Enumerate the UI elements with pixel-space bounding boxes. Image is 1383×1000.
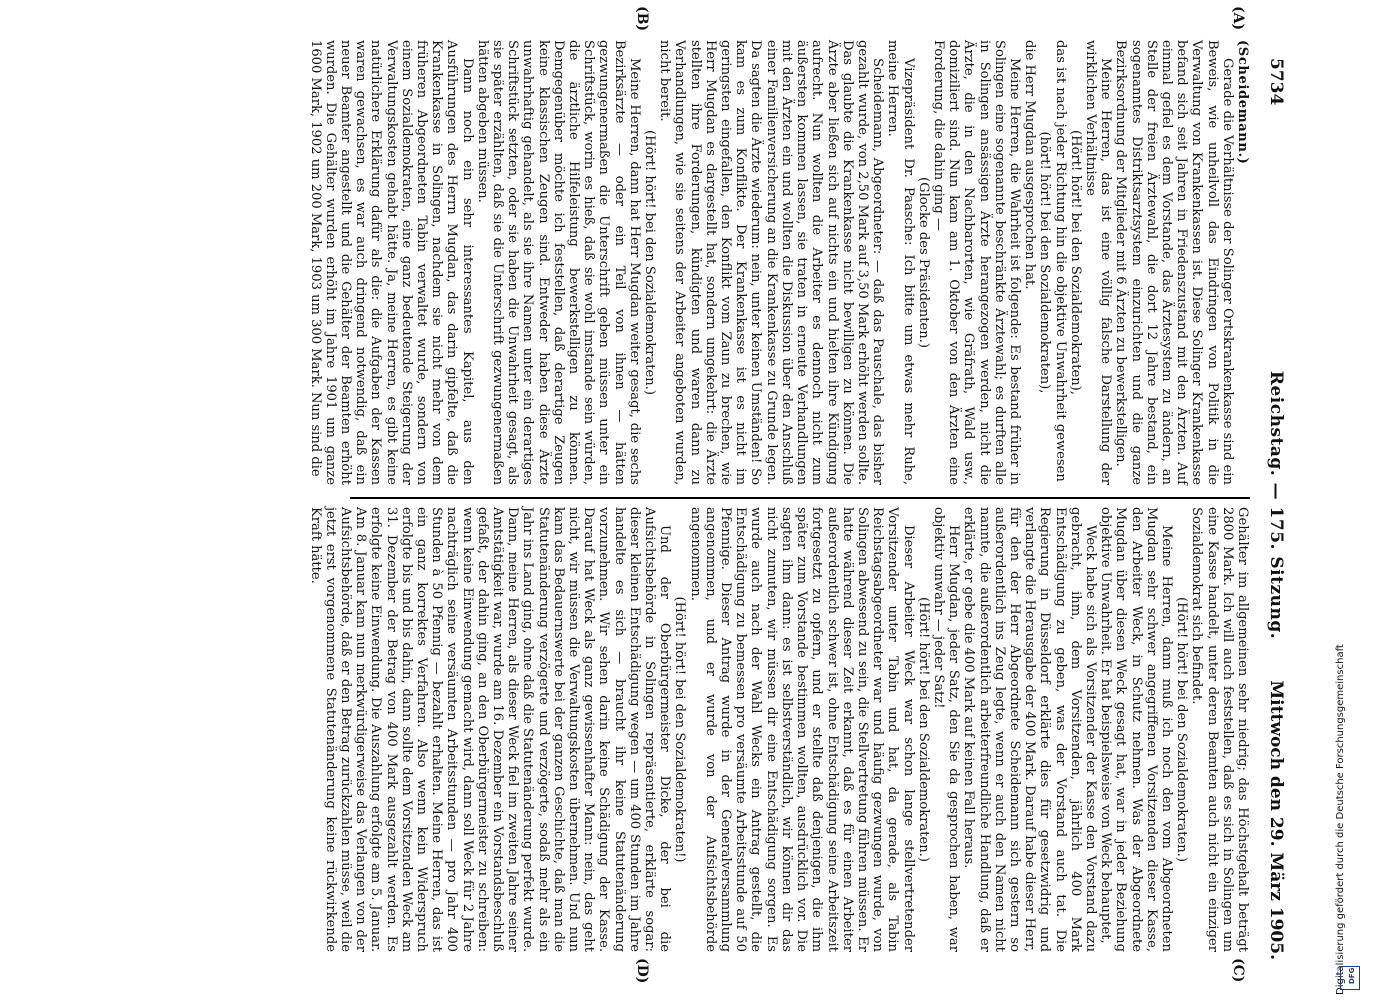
interjection: (Hört! hört! bei den Sozialdemokraten.) (915, 597, 931, 862)
digitization-credit (1335, 160, 1355, 1000)
running-title: Reichstag. — 175. Sitzung. (1266, 370, 1286, 640)
interjection: (Hört! hört! bei den Sozialdemokraten!) (672, 596, 688, 863)
interjection: (Glocke des Präsidenten.) (915, 177, 931, 348)
right-column (307, 507, 1250, 952)
logo-text: DFG (1348, 967, 1356, 984)
column-divider (350, 497, 1250, 499)
margin-letter-d: (D) (634, 958, 650, 984)
margin-letter-b: (B) (634, 6, 650, 32)
paragraph: Vizepräsident Dr. Paasche: Ich bitte um etwas mehr Ruhe, meine Herren. (885, 40, 916, 485)
dfg-logo (1340, 966, 1360, 990)
paragraph: Scheidemann, Abgeordneter: — daß das Pauschale, das bisher gezahlt wurde, von 2,50 Mark auf 3,50 Mark erhöht werden sollte. Das glaubte die Krankenkasse nicht bewilligen zu können. Die Ärzte aber ließen sich auf nichts ein und hielten ihre Kündigung aufrecht. Nun wollten die Arbeiter es dennoch nicht zum äußersten kommen lassen, sie traten in erneute Verhandlungen mit den Ärzten ein und wollten die Diskussion über den Anschluß einer Familienversicherung an die Krankenkasse zu Grunde legen. Da sagten die Ärzte wiederum: nein, unter keinen Umständen! So kam es zum Konflikte. Der Krankenkasse ist es nicht im geringsten eingefallen, den Konflikt vom Zaun zu brechen, wie Herr Mugdan es dargestellt hat, sondern umgekehrt: die Ärzte stellten ihre Forderungen, kündigten und waren dann zu Verhandlungen, wie sie seitens der Arbeiter angeboten wurden, nicht bereit. (657, 40, 886, 485)
page-number: 5734 (1266, 58, 1286, 106)
text-columns (307, 6, 1250, 984)
interjection: (Hört! hört! bei den Sozialdemokraten), (1067, 130, 1083, 395)
interjection: (hört! hört! bei den Sozialdemokraten), (1037, 131, 1053, 394)
left-column (307, 40, 1250, 485)
paragraph: das ist nach jeder Richtung hin die objektive Unwahrheit gewesen (1052, 40, 1068, 482)
session-date: Mittwoch den 29. März 1905. (1266, 680, 1286, 960)
margin-letter-a: (A) (1230, 6, 1246, 31)
speaker-label: (Scheidemann.) (1235, 40, 1250, 165)
paragraph: Meine Herren, die Wahrheit ist folgende: Es bestand früher in Solingen eine sogenannte beschränkte Ärztewahl; es durften alle in Solingen ansässigen Ärzte herangezogen werden, nicht die Ärzte, die in den Nachbarorten, wie Gräfrath, Wald usw., domiziliert sind. Nun kam am 1. Oktober von den Ärzten eine Forderung, die dahin ging — (930, 40, 1022, 485)
paragraph: Meine Herren, das ist eine völlig falsche Darstellung der wirklichen Verhältnisse (1082, 40, 1114, 485)
paragraph: Dieser Arbeiter Weck war schon lange stellvertretender Vorsitzender unter Tabin und hat, da gerade, als Tabin Reichstagsabgeordneter war und häufig gezwungen wurde, von Solingen abwesend zu sein, die Stellvertretung führen müssen. Er hatte während dieser Zeit erkannt, daß es für einen Arbeiter außerordentlich schwer ist, ohne Entschädigung seine Arbeitszeit fortgesetzt zu opfern, und er stellte daß denjenigen, die ihm später zum Vorstande bestimmen wollten, ausdrücklich vor. Die sagten ihm dann: es ist selbstverständlich, wir können dir das nicht zumuten, wir müssen dir eine Entschädigung sorgen. Es wurde auch nach der Wahl Wecks ein Antrag gestellt, die Entschädigung zu bemessen pro versäumte Arbeitsstunde auf 50 Pfennige. Dieser Antrag wurde in der Generalversammlung angenommen, und er wurde von der Aufsichtsbehörde angenommen. (687, 507, 916, 952)
paragraph: Gehälter im allgemeinen sehr niedrig; das Höchstgehalt beträgt 2800 Mark. Ich will auch feststellen, daß es sich in Solingen um eine Kasse handelt, unter deren Beamten auch nicht ein einziger Sozialdemokrat sich befindet. (1189, 507, 1250, 952)
paragraph: Meine Herren, dann hat Herr Mugdan weiter gesagt, die sechs Bezirksärzte — oder ein Teil von ihnen — hätten gezwungenermaßen die Unterschrift geben müssen unter ein Schriftstück, worin es hieß, daß sie wohl imstande sein würden, die ärztliche Hilfeleistung bewerkstelligen zu können. Demgegenüber möchte ich feststellen, daß derartige Zeugen keine klassischen Zeugen sind. Entweder haben diese Ärzte unwahrhaftig gehandelt, als sie ihre Namen unter ein derartiges Schriftstück setzten, oder sie haben die Unwahrheit gesagt, als sie später erzählten, daß sie die Unterschrift gezwungenermaßen hätten abgeben müssen. (474, 40, 642, 485)
paragraph: Herr Mugdan, jeder Satz, den Sie da gesprochen haben, war objektiv unwahr — jeder Satz! (930, 507, 962, 952)
interjection: (Hört! hört! bei den Sozialdemokraten.) (1174, 597, 1190, 862)
margin-letter-c: (C) (1230, 958, 1246, 983)
page-header (1254, 40, 1294, 970)
paragraph: Dann noch ein sehr interessantes Kapitel, aus den Ausführungen des Herrn Mugdan, das darin gipfelte, daß die Krankenkasse in Solingen, nachdem sie nicht mehr von dem früheren Abgeordneten Tabin verwaltet wurde, sondern von einem Sozialdemokraten, eine ganz bedeutende Steigerung der Verwaltungskosten gehabt hätte. Ja, meine Herren, es gibt keine natürlichere Erklärung dafür als die: die Aufgaben der Kassen waren gewachsen, es war auch dringend notwendig, daß ein neuer Beamter angestellt und die Gehälter der Beamten erhöht wurden. Die Gehälter wurden erhöht im Jahre 1901 um ganze 1600 Mark, 1902 um 200 Mark, 1903 um 300 Mark. Nun sind die (307, 40, 475, 485)
credit-text: Digitalisierung gefördert durch die Deutsche Forschungsgemeinschaft (1335, 644, 1346, 995)
paragraph: die Herr Mugdan ausgesprochen hat. (1022, 40, 1038, 290)
interjection: (Hört! hört! bei den Sozialdemokraten.) (642, 130, 658, 395)
paragraph: Und der Oberbürgermeister Dicke, der bei die Aufsichtsbehörde in Solingen repräsentierte, erklärte sogar: dieser kleinen Entschädigung wegen — um 400 Stunden im Jahre handelte es sich — braucht ihr keine Statutenänderung vorzunehmen. Wir sehen darin keine Schädigung der Kasse. Darauf hat Weck als ganz gewissenhafter Mann: nein, das geht nicht, wir müssen die Verwaltungskosten übernehmen. Und nun kam das Bedauernswerte bei der ganzen Geschichte, daß man die Statutenänderung verzögerte und verzögerte, sodaß mehr als ein Jahr ins Land ging, ohne daß die Statutenänderung perfekt wurde. Dann, meine Herren, als dieser Weck fiel im zweiten Jahre seiner Amtstätigkeit war, wurde am 16. Dezember ein Vorstandsbeschluß gefaßt, der dahin ging, an den Oberbürgermeister zu schreiben: wenn keine Einwendung gemacht wird, dann soll Weck für 2 Jahre nachträglich seine versäumten Arbeitsstunden — pro Jahr 400 Stunden à 50 Pfennig — bezahlt erhalten. Meine Herren, das ist ein ganz korrektes Verfahren. Also wenn kein Widerspruch erfolgte bis und bis dahin, dann sollte dem Vorsitzenden Weck am 31. Dezember der Betrag von 400 Mark ausgezahlt werden. Es erfolgte keine Einwendung. Die Auszahlung erfolgte am 5. Januar. Am 8. Januar kam nun merkwürdigerweise das Verlangen von der Aufsichtsbehörde, daß er den Betrag zurückzahlen müsse, weil die jetzt erst vorgenommene Statutenänderung keine rückwirkende Kraft hätte. (307, 507, 673, 952)
paragraph: Weck habe sich als Vorsitzender der Kasse den Vorstand dazu gebracht, ihm, dem Vorsitzenden, jährlich 400 Mark Entschädigung zu geben, was der Vorstand auch tat. Die Regierung in Düsseldorf erklärte dies für gesetzwidrig und verlangte die Herausgabe der 400 Mark. Darauf habe dieser Herr, für den der Herr Abgeordnete Scheidemann sich gestern so außerordentlich ins Zeug legte, wenn er auch den Namen nicht nannte, die außerordentlich arbeiterfreundliche Handlung, daß er erklärte, er gebe die 400 Mark auf keinen Fall heraus. (961, 507, 1098, 952)
paragraph: Meine Herren, dann muß ich noch den vom Abgeordneten Mugdan sehr schwer angegriffenen Vorsitzenden dieser Kasse, den Arbeiter Weck, in Schutz nehmen. Was der Abgeordnete Mugdan über diesen Weck gesagt hat, war in jeder Beziehung objektive Unwahrheit. Er hat beispielsweise von Weck behauptet, (1098, 507, 1174, 952)
paragraph: Gerade die Verhältnisse der Solinger Ortskrankenkasse sind ein Beweis, wie unheilvoll das Eindringen von Politik in die Verwaltung von Krankenkassen ist. Diese Solinger Krankenkasse befand sich seit Jahren in Friedenszustand mit den Ärzten. Auf einmal gefiel es dem Vorstande, das Ärztesystem zu ändern, an Stelle der freien Ärztewahl, die dort 12 Jahre bestand, ein sogenanntes Distriktsarztsystem einzurichten und die ganze Bezirksordnung der Mitglieder mit 6 Ärzten zu bewerkstelligen. (1113, 40, 1235, 485)
